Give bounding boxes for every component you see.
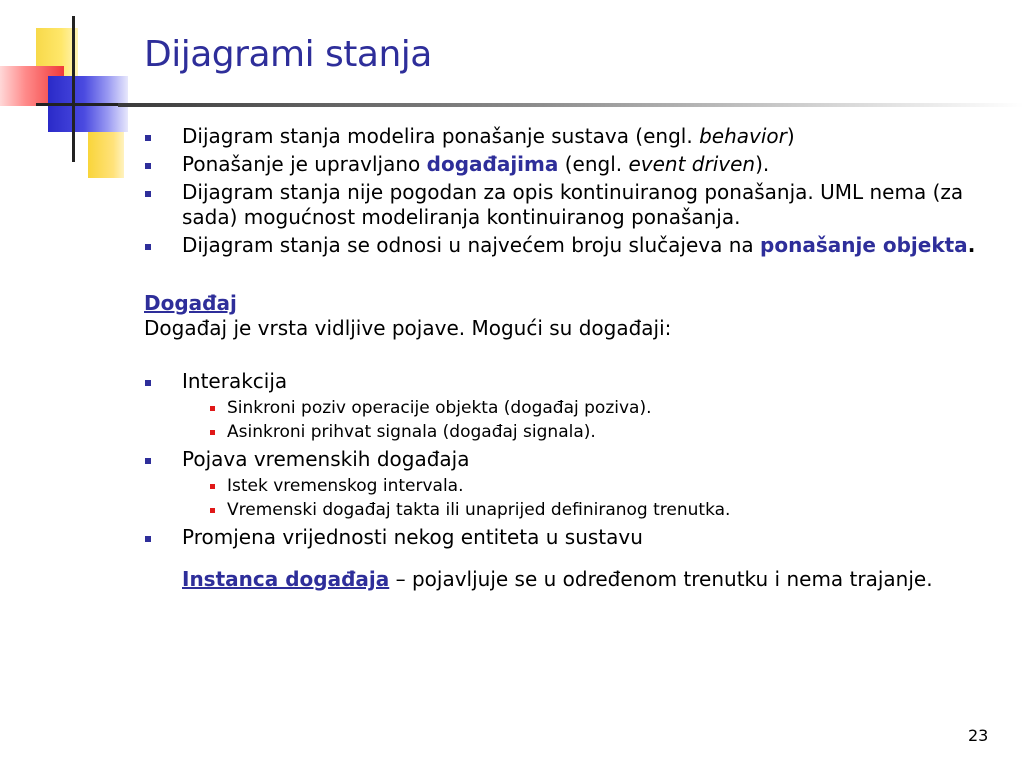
decor-vertical-line	[72, 16, 75, 162]
event-heading: Događaj	[144, 291, 237, 315]
sub-bullet-item: Sinkroni poziv operacije objekta (događaj poziva).	[182, 396, 984, 420]
sub-bullet-item: Istek vremenskog intervala.	[182, 474, 984, 498]
sub-bullet-list	[182, 396, 984, 444]
event-definition: Događaj je vrsta vidljive pojave. Mogući su događaji:	[144, 316, 672, 340]
decor-horizontal-line	[36, 103, 126, 106]
highlight-term: događajima	[426, 152, 559, 176]
bullet-item: Pojava vremenskih događaja Istek vremenskog intervala. Vremenski događaj takta ili unaprijed definiranog trenutka.	[144, 447, 984, 522]
sub-bullet-item: Asinkroni prihvat signala (događaj signala).	[182, 420, 984, 444]
bullet-item: Ponašanje je upravljano događajima (engl. event driven).	[144, 152, 984, 177]
decor-yellow-square-bottom	[88, 128, 124, 178]
bullet-item: Interakcija Sinkroni poziv operacije objekta (događaj poziva). Asinkroni prihvat signala (događaj signala).	[144, 369, 984, 444]
event-type-list	[144, 369, 984, 550]
slide-title: Dijagrami stanja	[144, 34, 432, 75]
bullet-item: Promjena vrijednosti nekog entiteta u sustavu	[144, 525, 984, 550]
instance-paragraph: Instanca događaja – pojavljuje se u određenom trenutku i nema trajanje.	[182, 567, 933, 591]
sub-bullet-list	[182, 474, 984, 522]
highlight-term: ponašanje objekta	[760, 233, 968, 257]
bullet-item: Dijagram stanja se odnosi u najvećem broju slučajeva na ponašanje objekta.	[144, 233, 984, 258]
page-number: 23	[968, 726, 989, 745]
instance-term: Instanca događaja	[182, 567, 390, 591]
slide-content	[144, 124, 984, 592]
bullet-item: Dijagram stanja nije pogodan za opis kontinuiranog ponašanja. UML nema (za sada) mogućnost modeliranja kontinuiranog ponašanja.	[144, 180, 984, 230]
sub-bullet-item: Vremenski događaj takta ili unaprijed definiranog trenutka.	[182, 498, 984, 522]
intro-bullet-list	[144, 124, 984, 258]
bullet-item: Dijagram stanja modelira ponašanje sustava (engl. behavior)	[144, 124, 984, 149]
title-underline-rule	[118, 103, 1024, 107]
